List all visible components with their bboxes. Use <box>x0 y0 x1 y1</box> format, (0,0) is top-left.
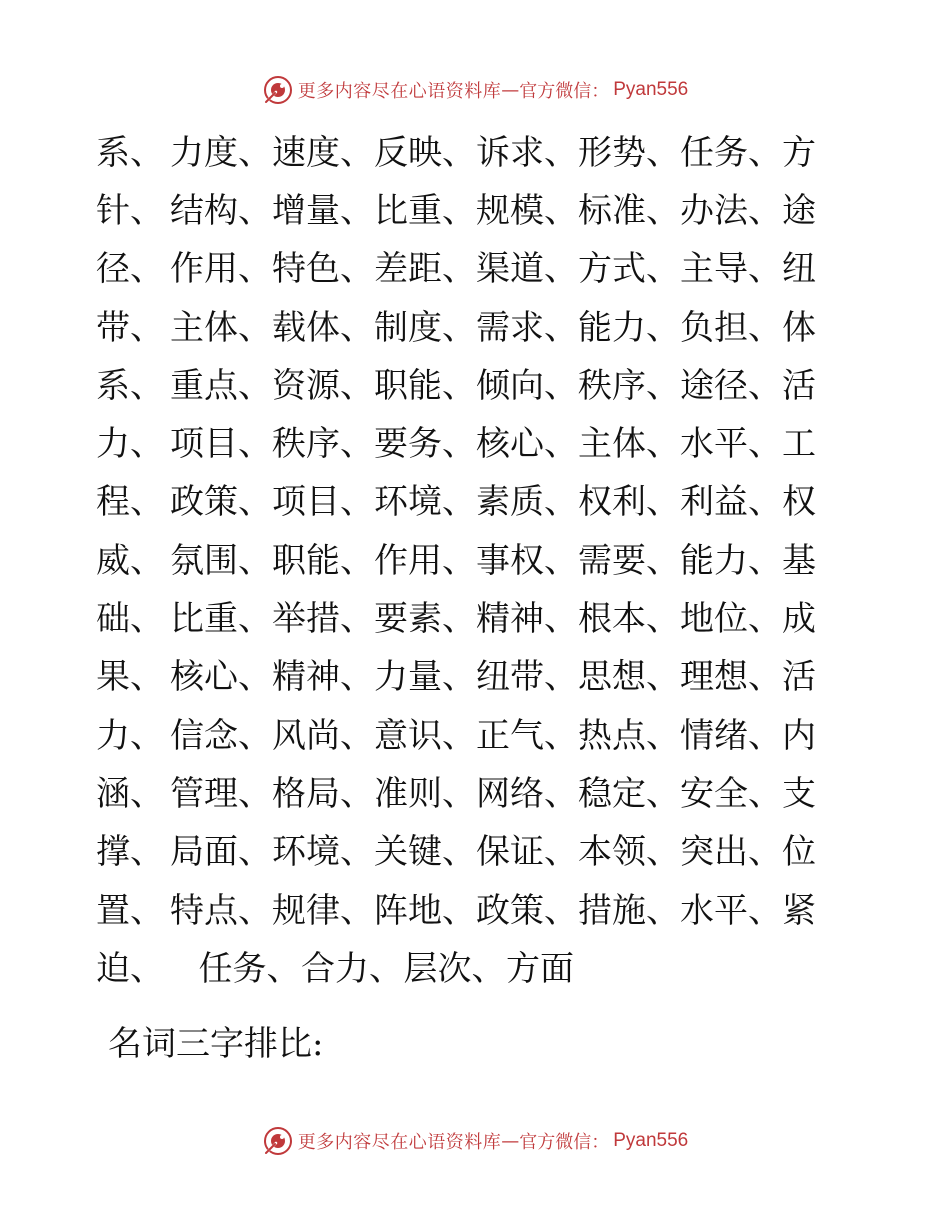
term: 任务、 <box>680 132 782 173</box>
term: 纽 <box>782 249 816 290</box>
term: 举措、 <box>272 599 374 640</box>
term: 方面 <box>506 948 574 989</box>
term: 本领、 <box>578 832 680 873</box>
term: 权 <box>782 482 816 523</box>
term: 带、 <box>96 307 164 348</box>
term: 比重、 <box>374 190 476 231</box>
text-line <box>96 470 816 528</box>
term: 基 <box>782 540 816 581</box>
term: 活 <box>782 657 816 698</box>
term: 力量、 <box>374 657 476 698</box>
term: 水平、 <box>680 424 782 465</box>
term: 风尚、 <box>272 715 374 756</box>
term: 特色、 <box>272 249 374 290</box>
term: 紧 <box>782 890 816 931</box>
footer-watermark <box>0 1121 950 1161</box>
text-line <box>96 586 816 644</box>
term: 工 <box>782 424 816 465</box>
term: 径、 <box>96 249 164 290</box>
term: 诉求、 <box>476 132 578 173</box>
term: 规模、 <box>476 190 578 231</box>
term: 局面、 <box>170 832 272 873</box>
term: 意识、 <box>374 715 476 756</box>
term: 涵、 <box>96 773 164 814</box>
term: 内 <box>782 715 816 756</box>
term: 政策、 <box>170 482 272 523</box>
term: 纽带、 <box>476 657 578 698</box>
term: 重点、 <box>170 365 272 406</box>
banner-wechat-id: Pyan556 <box>613 1130 689 1151</box>
term: 职能、 <box>272 540 374 581</box>
text-line <box>96 645 816 703</box>
term: 层次、 <box>403 948 506 989</box>
term: 突出、 <box>680 832 782 873</box>
term: 理想、 <box>680 657 782 698</box>
term: 活 <box>782 365 816 406</box>
term: 标准、 <box>578 190 680 231</box>
term: 制度、 <box>374 307 476 348</box>
term: 需要、 <box>578 540 680 581</box>
term: 要素、 <box>374 599 476 640</box>
term: 能力、 <box>680 540 782 581</box>
term: 途 <box>782 190 816 231</box>
pen-nib-logo-icon <box>262 1125 294 1157</box>
term: 关键、 <box>374 832 476 873</box>
text-line <box>96 120 816 178</box>
term: 础、 <box>96 599 164 640</box>
term: 作用、 <box>374 540 476 581</box>
term: 核心、 <box>170 657 272 698</box>
term: 素质、 <box>476 482 578 523</box>
term: 保证、 <box>476 832 578 873</box>
term: 体 <box>782 307 816 348</box>
banner-separator: — <box>501 79 520 101</box>
term: 准则、 <box>374 773 476 814</box>
term: 方 <box>782 132 816 173</box>
term: 根本、 <box>578 599 680 640</box>
term: 需求、 <box>476 307 578 348</box>
term: 政策、 <box>476 890 578 931</box>
term: 负担、 <box>680 307 782 348</box>
term: 系、 <box>96 365 164 406</box>
term: 情绪、 <box>680 715 782 756</box>
text-line <box>96 703 816 761</box>
section-heading: 名词三字排比: <box>108 1024 324 1064</box>
term: 特点、 <box>170 890 272 931</box>
banner-wechat-label: 官方微信： <box>519 1132 610 1153</box>
banner-wechat-label: 官方微信： <box>519 81 610 102</box>
term: 项目、 <box>272 482 374 523</box>
term: 系、 <box>96 132 164 173</box>
term: 核心、 <box>476 424 578 465</box>
term: 力、 <box>96 424 164 465</box>
term: 要务、 <box>374 424 476 465</box>
term: 利益、 <box>680 482 782 523</box>
text-line <box>96 761 816 819</box>
term: 资源、 <box>272 365 374 406</box>
term: 热点、 <box>578 715 680 756</box>
term: 任务、 <box>198 948 301 989</box>
term: 倾向、 <box>476 365 578 406</box>
text-line <box>96 295 816 353</box>
term: 秩序、 <box>578 365 680 406</box>
term: 管理、 <box>170 773 272 814</box>
term: 成 <box>782 599 816 640</box>
term: 形势、 <box>578 132 680 173</box>
text-line <box>96 878 816 936</box>
term: 途径、 <box>680 365 782 406</box>
term: 果、 <box>96 657 164 698</box>
term: 信念、 <box>170 715 272 756</box>
term: 合力、 <box>301 948 403 989</box>
term: 比重、 <box>170 599 272 640</box>
term: 针、 <box>96 190 164 231</box>
term: 精神、 <box>476 599 578 640</box>
term: 地位、 <box>680 599 782 640</box>
term: 支 <box>782 773 816 814</box>
term: 思想、 <box>578 657 680 698</box>
term: 结构、 <box>170 190 272 231</box>
text-line <box>96 936 816 994</box>
term: 网络、 <box>476 773 578 814</box>
term: 阵地、 <box>374 890 476 931</box>
term: 规律、 <box>272 890 374 931</box>
term: 办法、 <box>680 190 782 231</box>
term: 精神、 <box>272 657 374 698</box>
banner-text: 更多内容尽在心语资料库 <box>297 81 502 102</box>
term-list <box>96 120 816 994</box>
banner-separator: — <box>501 1130 520 1152</box>
text-line <box>96 820 816 878</box>
term: 载体、 <box>272 307 374 348</box>
term: 迫、 <box>96 948 164 989</box>
term: 方式、 <box>578 249 680 290</box>
term: 项目、 <box>170 424 272 465</box>
term: 措施、 <box>578 890 680 931</box>
term: 环境、 <box>374 482 476 523</box>
term: 主体、 <box>170 307 272 348</box>
term: 环境、 <box>272 832 374 873</box>
banner-wechat-id: Pyan556 <box>613 79 689 100</box>
banner-text: 更多内容尽在心语资料库 <box>297 1132 502 1153</box>
term: 职能、 <box>374 365 476 406</box>
term: 威、 <box>96 540 164 581</box>
pen-nib-logo-icon <box>262 74 294 106</box>
term: 氛围、 <box>170 540 272 581</box>
term: 差距、 <box>374 249 476 290</box>
term: 主体、 <box>578 424 680 465</box>
term: 位 <box>782 832 816 873</box>
term: 渠道、 <box>476 249 578 290</box>
term: 安全、 <box>680 773 782 814</box>
term: 主导、 <box>680 249 782 290</box>
term: 速度、 <box>272 132 374 173</box>
term: 作用、 <box>170 249 272 290</box>
term: 力度、 <box>170 132 272 173</box>
term: 稳定、 <box>578 773 680 814</box>
text-line <box>96 237 816 295</box>
term: 力、 <box>96 715 164 756</box>
text-line <box>96 178 816 236</box>
term: 撑、 <box>96 832 164 873</box>
term: 事权、 <box>476 540 578 581</box>
term: 权利、 <box>578 482 680 523</box>
header-watermark <box>0 70 950 110</box>
text-line <box>96 411 816 469</box>
term: 程、 <box>96 482 164 523</box>
term: 增量、 <box>272 190 374 231</box>
term: 格局、 <box>272 773 374 814</box>
term: 反映、 <box>374 132 476 173</box>
term: 水平、 <box>680 890 782 931</box>
term: 能力、 <box>578 307 680 348</box>
text-line <box>96 528 816 586</box>
term: 置、 <box>96 890 164 931</box>
term: 秩序、 <box>272 424 374 465</box>
term: 正气、 <box>476 715 578 756</box>
text-line <box>96 353 816 411</box>
